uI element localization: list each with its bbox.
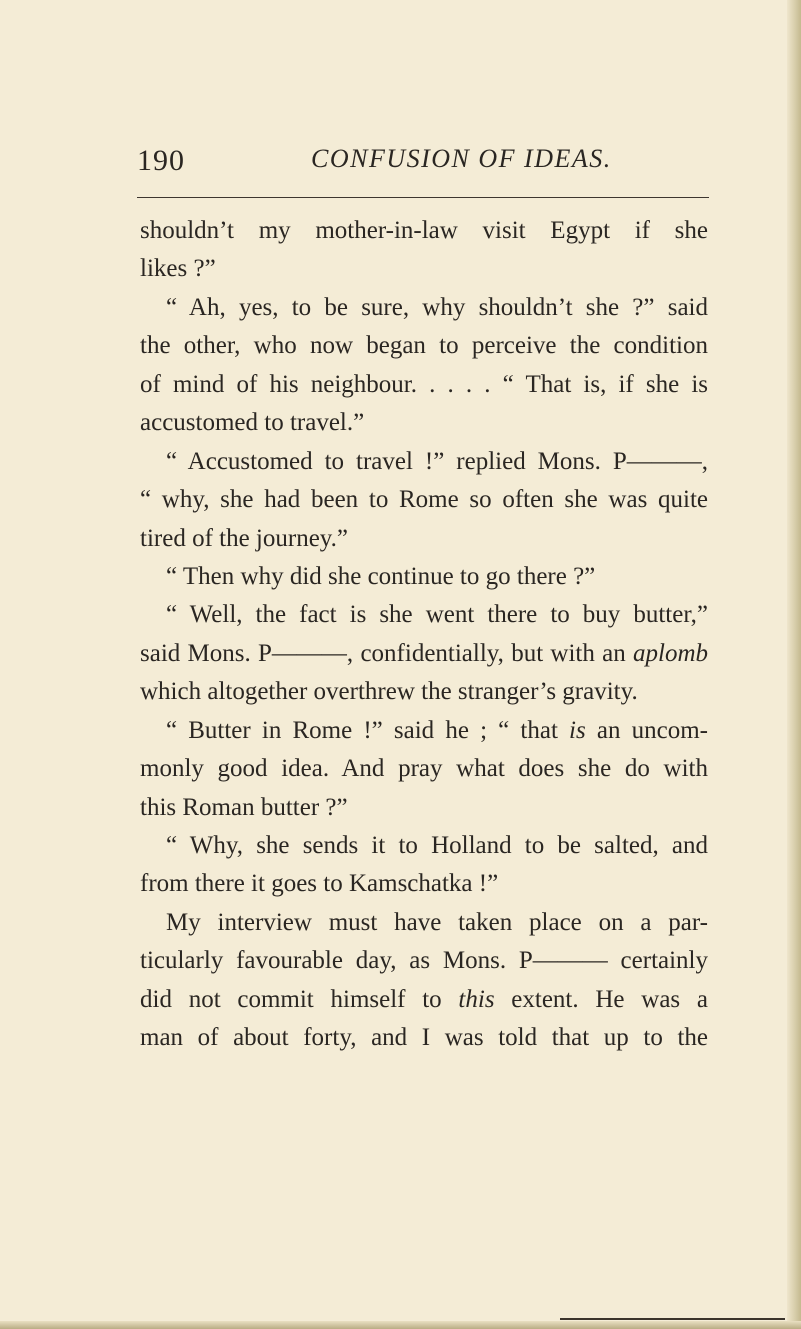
page-number: 190 <box>137 144 185 177</box>
text-line: shouldn’t my mother-in-law visit Egypt if she <box>140 217 708 244</box>
text-line: of mind of his neighbour. . . . . “ That is, if she is <box>140 370 708 398</box>
text-line: My interview must have taken place on a par- <box>166 908 708 936</box>
text-line: likes ?” <box>140 255 216 283</box>
text-line: “ why, she had been to Rome so often she was quite <box>140 486 708 514</box>
text-line: accustomed to travel.” <box>140 409 365 437</box>
text-segment: “ Butter in Rome !” said he ; “ that <box>166 716 570 744</box>
italic-word: is <box>569 716 586 744</box>
text-segment: an uncom- <box>585 716 708 744</box>
text-line <box>140 981 708 1019</box>
italic-word: aplomb <box>633 639 708 667</box>
body-text <box>140 212 708 1058</box>
text-line: man of about forty, and I was told that up to the <box>140 1024 708 1052</box>
text-segment: said Mons. P———, confidentially, but with an <box>140 639 633 667</box>
text-line: “ Accustomed to travel !” replied Mons. P———, <box>166 447 708 475</box>
text-line: which altogether overthrew the stranger’s gravity. <box>140 678 638 706</box>
text-line: this Roman butter ?” <box>140 793 348 821</box>
text-line <box>140 635 708 673</box>
header-rule <box>137 197 709 198</box>
page-header <box>0 144 801 184</box>
text-line: “ Why, she sends it to Holland to be salted, and <box>166 832 708 859</box>
text-line <box>140 712 708 750</box>
running-title: CONFUSION OF IDEAS. <box>311 144 612 173</box>
text-line: monly good idea. And pray what does she do with <box>140 755 708 783</box>
text-line: tired of the journey.” <box>140 524 349 552</box>
text-line: ticularly favourable day, as Mons. P——— certainly <box>140 947 708 975</box>
text-line: the other, who now began to perceive the condition <box>140 332 708 360</box>
bottom-rule <box>560 1318 785 1320</box>
text-segment: did not commit himself to <box>140 985 459 1013</box>
page-edge-shadow <box>787 0 801 1329</box>
text-segment: extent. He was a <box>494 985 708 1013</box>
text-line: from there it goes to Kamschatka !” <box>140 870 499 898</box>
text-line: “ Well, the fact is she went there to buy butter,” <box>166 601 708 629</box>
italic-word: this <box>458 985 495 1013</box>
page-bottom-edge <box>0 1321 801 1329</box>
text-line: “ Ah, yes, to be sure, why shouldn’t she ?” said <box>166 293 708 321</box>
text-line: “ Then why did she continue to go there ?” <box>166 562 596 590</box>
